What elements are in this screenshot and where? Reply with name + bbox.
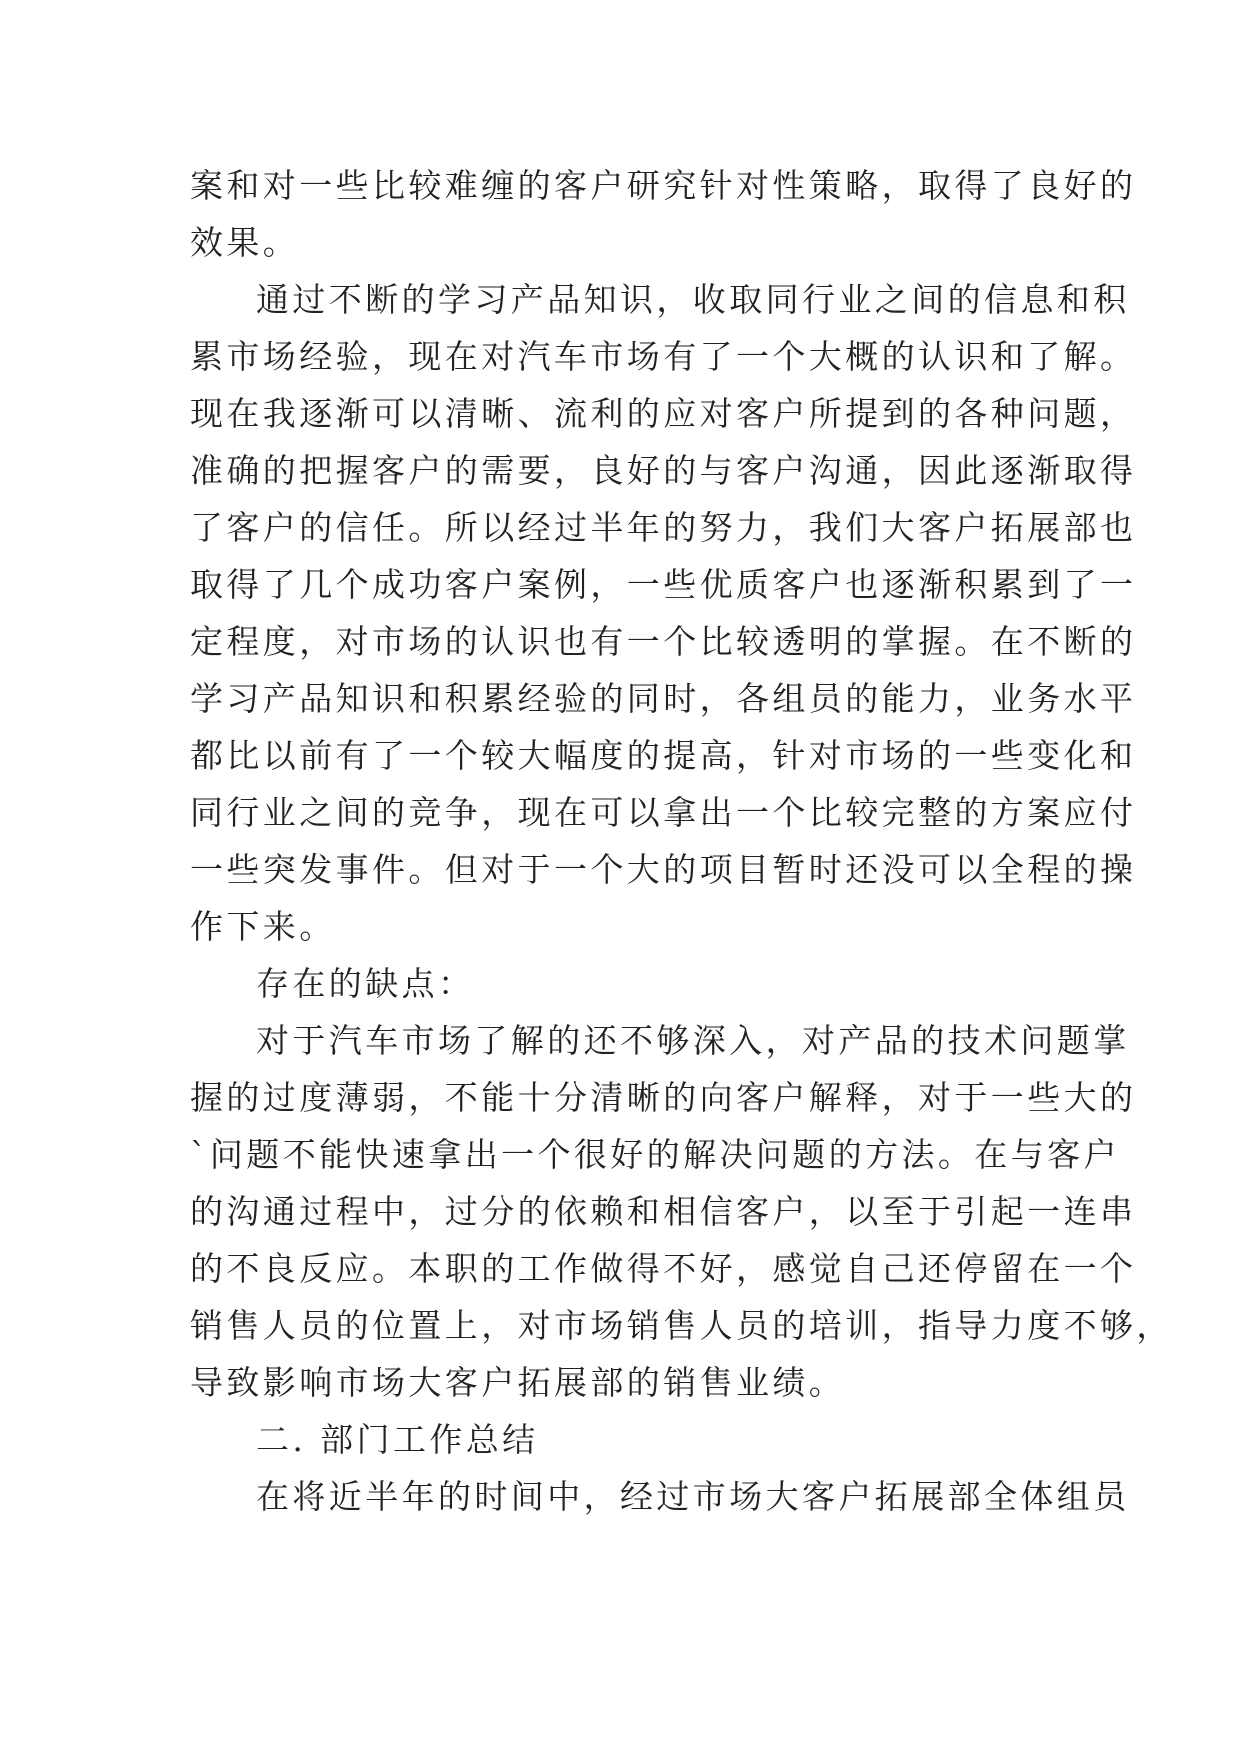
text-line: 效果。 [190,223,300,262]
text-line: 现在我逐渐可以清晰、流利的应对客户所提到的各种问题， [190,394,1137,433]
text-line: 定程度，对市场的认识也有一个比较透明的掌握。在不断的 [190,622,1137,661]
text-line: 都比以前有了一个较大幅度的提高，针对市场的一些变化和 [190,736,1137,775]
text-line: 一些突发事件。但对于一个大的项目暂时还没可以全程的操 [190,850,1137,889]
text-line: 案和对一些比较难缠的客户研究针对性策略，取得了良好的 [190,166,1137,205]
text-line: 的不良反应。本职的工作做得不好，感觉自己还停留在一个 [190,1249,1137,1288]
text-line: 握的过度薄弱，不能十分清晰的向客户解释，对于一些大的 [190,1078,1137,1117]
text-line: 作下来。 [190,907,336,946]
paragraph-first-line: 在将近半年的时间中，经过市场大客户拓展部全体组员 [256,1477,1130,1516]
text-line: `问题不能快速拿出一个很好的解决问题的方法。在与客户 [190,1135,1120,1174]
text-line: 取得了几个成功客户案例，一些优质客户也逐渐积累到了一 [190,565,1137,604]
paragraph-first-line: 通过不断的学习产品知识，收取同行业之间的信息和积 [256,280,1130,319]
text-line: 的沟通过程中，过分的依赖和相信客户，以至于引起一连串 [190,1192,1137,1231]
text-line: 学习产品知识和积累经验的同时，各组员的能力，业务水平 [190,679,1137,718]
section-heading: 二. 部门工作总结 [256,1420,539,1459]
text-line: 导致影响市场大客户拓展部的销售业绩。 [190,1363,846,1402]
section-heading: 存在的缺点： [256,964,475,1003]
text-line: 销售人员的位置上，对市场销售人员的培训，指导力度不够， [190,1306,1173,1345]
text-line: 同行业之间的竞争，现在可以拿出一个比较完整的方案应付 [190,793,1137,832]
text-line: 了客户的信任。所以经过半年的努力，我们大客户拓展部也 [190,508,1137,547]
text-line: 累市场经验，现在对汽车市场有了一个大概的认识和了解。 [190,337,1137,376]
text-line: 准确的把握客户的需要，良好的与客户沟通，因此逐渐取得 [190,451,1137,490]
paragraph-first-line: 对于汽车市场了解的还不够深入，对产品的技术问题掌 [256,1021,1130,1060]
